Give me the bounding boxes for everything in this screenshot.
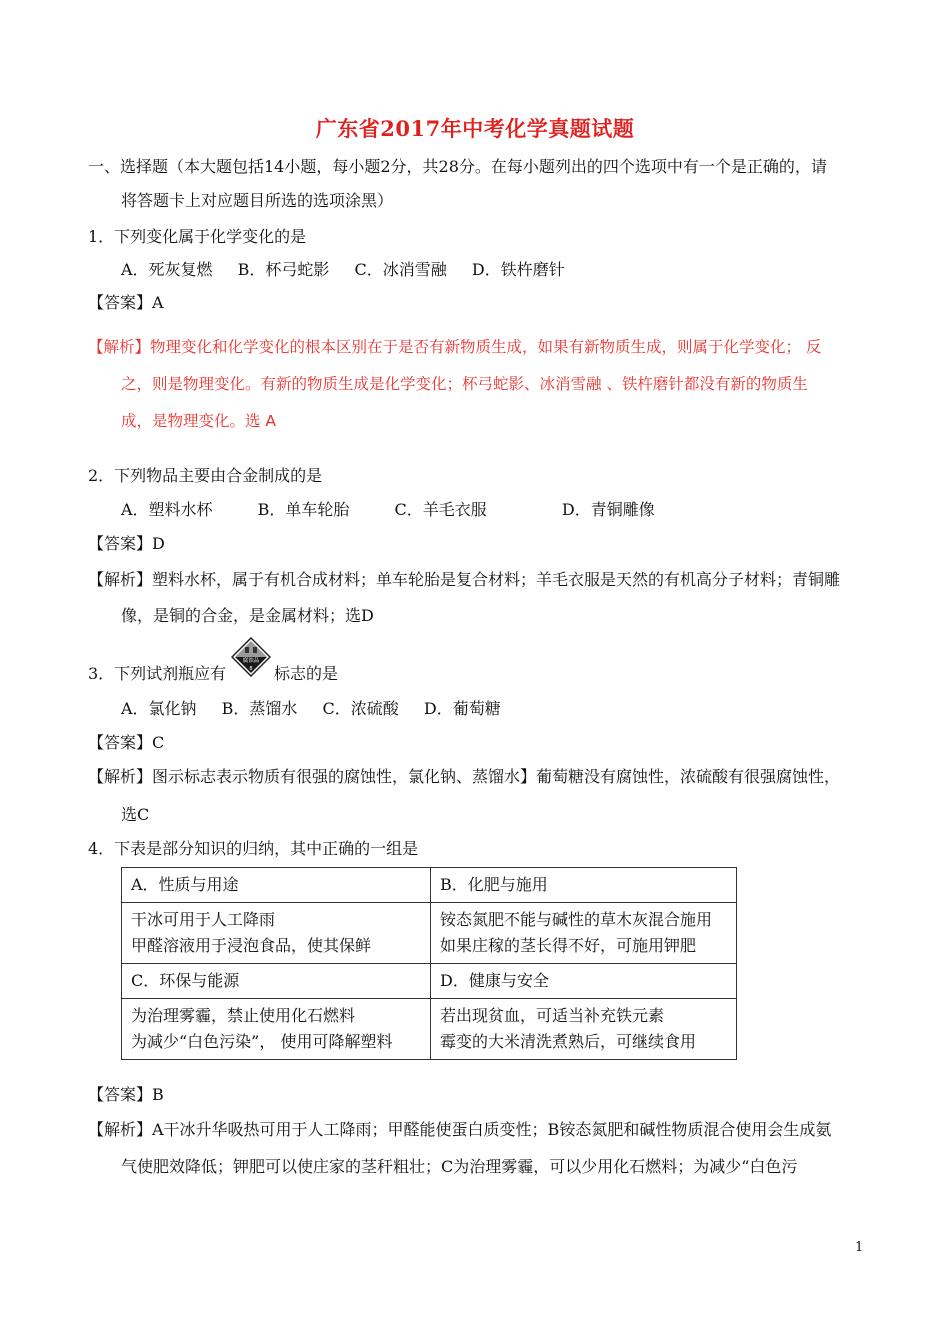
question-4-analysis-line2: 气使肥效降低；钾肥可以使庄家的茎秆粗壮；C为治理雾霾，可以少用化石燃料；为减少“白色污 <box>121 1157 798 1176</box>
question-2-options <box>121 500 675 520</box>
option-a: A．死灰复燃 <box>121 260 213 279</box>
question-1-analysis-line1: 【解析】物理变化和化学变化的根本区别在于是否有新物质生成，如果有新物质生成，则属于化学变化； 反 <box>88 338 822 356</box>
option-d: D．铁杵磨针 <box>471 260 565 279</box>
question-4-answer: 【答案】B <box>88 1085 164 1104</box>
section-instructions-line1: 一、选择题（本大题包括14小题，每小题2分，共28分。在每小题列出的四个选项中有一个是正确的，请 <box>88 157 827 176</box>
table-row <box>122 903 737 964</box>
option-c: C．浓硫酸 <box>322 699 399 718</box>
question-3-stem-before: 3．下列试剂瓶应有 <box>88 664 227 683</box>
question-3-stem-after: 标志的是 <box>274 664 339 683</box>
question-4-stem: 4．下表是部分知识的归纳，其中正确的一组是 <box>88 839 419 858</box>
option-b: B．蒸馏水 <box>221 699 298 718</box>
hazard-number: 8 <box>249 666 253 672</box>
table-cell: 铵态氮肥不能与碱性的草木灰混合施用 如果庄稼的茎长得不好，可施用钾肥 <box>431 903 737 964</box>
question-1-stem: 1．下列变化属于化学变化的是 <box>88 227 307 246</box>
corrosive-hazard-icon <box>231 637 271 677</box>
table-cell: D．健康与安全 <box>431 964 737 999</box>
question-2-stem: 2．下列物品主要由合金制成的是 <box>88 466 323 485</box>
table-cell: 为治理雾霾，禁止使用化石燃料 为减少“白色污染”， 使用可降解塑料 <box>122 999 431 1060</box>
option-b: B．杯弓蛇影 <box>237 260 330 279</box>
page-number: 1 <box>855 1240 864 1255</box>
question-1-analysis-line2: 之，则是物理变化。有新的物质生成是化学变化；杯弓蛇影、冰消雪融 、铁杵磨针都没有新的物质生 <box>121 375 808 393</box>
option-c: C．羊毛衣服 <box>394 500 487 519</box>
table-cell: 干冰可用于人工降雨 甲醛溶液用于浸泡食品，使其保鲜 <box>122 903 431 964</box>
question-3-options <box>121 699 521 719</box>
option-d: D．葡萄糖 <box>423 699 501 718</box>
question-1-analysis-line3: 成，是物理变化。选 A <box>121 412 277 430</box>
section-instructions-line2: 将答题卡上对应题目所选的选项涂黑） <box>121 191 394 210</box>
question-3-answer: 【答案】C <box>88 733 165 752</box>
table-row <box>122 999 737 1060</box>
table-row <box>122 964 737 999</box>
table-row <box>122 868 737 903</box>
table-cell: 若出现贫血，可适当补充铁元素 霉变的大米清洗煮熟后，可继续食用 <box>431 999 737 1060</box>
question-2-analysis-line1: 【解析】塑料水杯，属于有机合成材料；单车轮胎是复合材料；羊毛衣服是天然的有机高分子材料；青铜雕 <box>88 570 841 589</box>
question-4-analysis-line1: 【解析】A干冰升华吸热可用于人工降雨；甲醛能使蛋白质变性；B铵态氮肥和碱性物质混合使用会生成氨 <box>88 1120 832 1139</box>
table-cell: B．化肥与施用 <box>431 868 737 903</box>
option-d: D．青铜雕像 <box>561 500 655 519</box>
page-title: 广东省2017年中考化学真题试题 <box>315 116 635 141</box>
hazard-label: 腐蚀品 <box>242 658 260 664</box>
question-2-answer: 【答案】D <box>88 534 165 553</box>
option-b: B．单车轮胎 <box>257 500 350 519</box>
table-cell: A．性质与用途 <box>122 868 431 903</box>
table-cell: C．环保与能源 <box>122 964 431 999</box>
question-2-analysis-line2: 像，是铜的合金，是金属材料；选D <box>121 606 374 625</box>
question-1-options <box>121 260 585 280</box>
option-a: A．氯化钠 <box>121 699 197 718</box>
question-3-analysis-line2: 选C <box>121 805 150 824</box>
option-c: C．冰消雪融 <box>354 260 447 279</box>
option-a: A．塑料水杯 <box>121 500 213 519</box>
question-1-answer: 【答案】A <box>88 293 164 312</box>
question-3-analysis-line1: 【解析】图示标志表示物质有很强的腐蚀性，氯化钠、蒸馏水】葡萄糖没有腐蚀性，浓硫酸有很强腐蚀性， <box>88 767 841 786</box>
knowledge-table <box>121 867 737 1060</box>
